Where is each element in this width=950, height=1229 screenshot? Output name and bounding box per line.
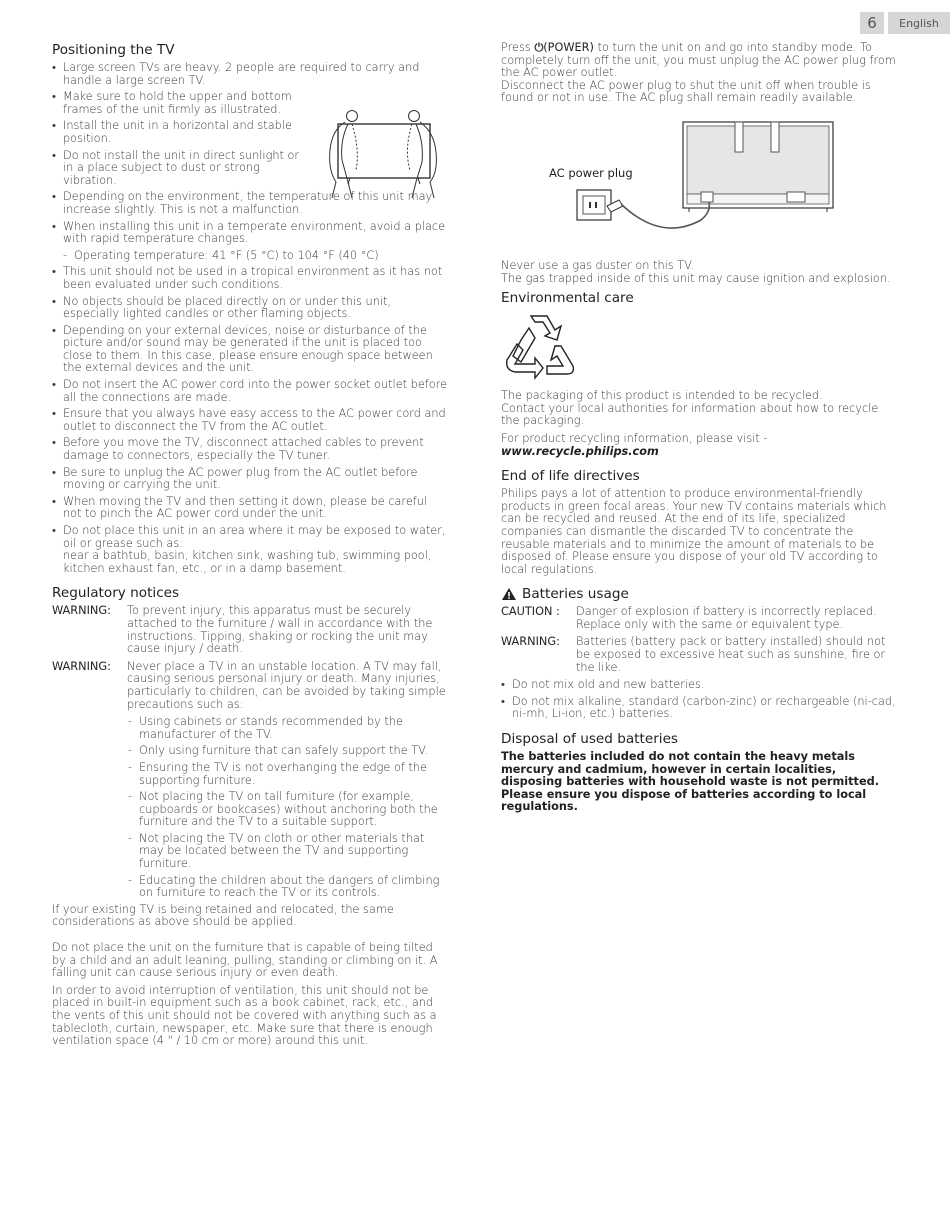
- language-label: English: [888, 12, 950, 34]
- positioning-bullet: • Install the unit in a horizontal and stable position.: [52, 120, 311, 145]
- positioning-bullet: • Before you move the TV, disconnect attached cables to prevent damage to connectors, especially the TV tuner.: [52, 437, 448, 462]
- batteries-title: Batteries usage: [522, 586, 629, 603]
- operating-temperature: - Operating temperature: 41 °F (5 °C) to 104 °F (40 °C): [52, 250, 448, 263]
- disposal-text: The batteries included do not contain the heavy metals mercury and cadmium, however in certain localities, disposing batteries with household waste is not permitted. Please ensure you dispose of batteries according to local regulations.: [501, 750, 879, 814]
- battery-warning-label: WARNING:: [501, 635, 560, 649]
- disposal-title: Disposal of used batteries: [501, 731, 679, 748]
- recycle-icon: [501, 310, 581, 384]
- end-of-life-title: End of life directives: [501, 468, 640, 485]
- ac-power-plug-label: AC power plug: [549, 165, 633, 180]
- right-column: [501, 42, 899, 819]
- battery-bullet: • Do not mix old and new batteries.: [501, 679, 899, 692]
- positioning-bullet: • Do not install the unit in direct sunlight or in a place subject to dust or strong vibration.: [52, 150, 311, 188]
- precaution-item: - Only using furniture that can safely support the TV.: [52, 745, 448, 758]
- precaution-item: - Not placing the TV on cloth or other materials that may be located between the TV and supporting furniture.: [52, 833, 448, 871]
- positioning-bullet: • Do not insert the AC power cord into the power socket outlet before all the connections are made.: [52, 379, 448, 404]
- batteries-title-row: [501, 586, 899, 602]
- two-people-carrying-tv-illustration: [312, 110, 452, 202]
- precaution-item: - Not placing the TV on tall furniture (for example, cupboards or bookcases) without anchoring both the furniture and the TV to a suitable support.: [52, 791, 448, 829]
- precaution-item: - Using cabinets or stands recommended by the manufacturer of the TV.: [52, 716, 448, 741]
- end-of-life-text: Philips pays a lot of attention to produce environmental-friendly products in green focal areas. Your new TV contains materials which can be recycled and reused. At the end of its life, specialized companies can dismantle the discarded TV to concentrate the reusable materials and to minimize the amount of materials to be disposed of. Please ensure you dispose of your old TV according to local regulations.: [501, 487, 887, 576]
- caution-row: [501, 606, 899, 631]
- page-tab: [860, 12, 950, 34]
- positioning-bullet: • Depending on your external devices, noise or disturbance of the picture and/or sound may be generated if the unit is placed too close to them. In this case, please ensure enough space between the external devices and the unit.: [52, 325, 448, 375]
- warning-row: [52, 661, 448, 711]
- disconnect-note: Disconnect the AC power plug to shut the unit off when trouble is found or not in use. The AC plug shall remain readily available.: [501, 78, 871, 105]
- recycle-text-2: Contact your local authorities for information about how to recycle the packaging.: [501, 401, 879, 428]
- power-label: (POWER): [543, 41, 594, 54]
- gas-warning-1: Never use a gas duster on this TV.: [501, 258, 695, 272]
- caution-text: Danger of explosion if battery is incorrectly replaced. Replace only with the same or equivalent type.: [576, 605, 877, 631]
- positioning-block: [52, 62, 448, 575]
- positioning-bullet: • Large screen TVs are heavy. 2 people are required to carry and handle a large screen TV.: [52, 62, 448, 87]
- battery-bullet: • Do not mix alkaline, standard (carbon-zinc) or rechargeable (ni-cad, ni-mh, Li-ion, etc.) batteries.: [501, 696, 899, 721]
- warning-label: WARNING:: [52, 659, 111, 673]
- precaution-item: - Educating the children about the dangers of climbing on furniture to reach the TV or its controls.: [52, 875, 448, 900]
- environment-title: Environmental care: [501, 290, 634, 307]
- gas-warning-2: The gas trapped inside of this unit may cause ignition and explosion.: [501, 271, 891, 285]
- precaution-item: - Ensuring the TV is not overhanging the edge of the supporting furniture.: [52, 762, 448, 787]
- water-examples: near a bathtub, basin, kitchen sink, washing tub, swimming pool, kitchen exhaust fan, etc., or in a damp basement.: [63, 549, 432, 575]
- battery-warning-text: Batteries (battery pack or battery installed) should not be exposed to excessive heat such as sunshine, fire or the like.: [576, 635, 886, 674]
- recycle-text-3: For product recycling information, please visit -: [501, 431, 768, 445]
- page-number: 6: [860, 12, 884, 34]
- warning-row: [52, 605, 448, 655]
- warning-text: Never place a TV in an unstable location. A TV may fall, causing serious personal injury or death. Many injuries, particularly to children, can be avoided by taking simple precautions such as:: [127, 659, 446, 711]
- positioning-bullet: • No objects should be placed directly on or under this unit, especially lighted candles or other flaming objects.: [52, 296, 448, 321]
- left-column: [52, 42, 448, 1053]
- ventilation-note: In order to avoid interruption of ventilation, this unit should not be placed in built-in equipment such as a book cabinet, rack, etc., and the vents of this unit should not be covered with anything such as a tablecloth, curtain, newspaper, etc. Make sure that there is enough ventilation space (4 " / 10 cm or more) around this unit.: [52, 983, 437, 1048]
- caution-label: CAUTION :: [501, 605, 560, 619]
- warning-label: WARNING:: [52, 604, 111, 618]
- battery-warning-row: [501, 636, 899, 674]
- positioning-bullet: • Depending on the environment, the temperature of this unit may increase slightly. This is not a malfunction.: [52, 191, 448, 216]
- power-instructions: [501, 42, 899, 80]
- positioning-bullet: • Ensure that you always have easy access to the AC power cord and outlet to disconnect the TV from the AC outlet.: [52, 408, 448, 433]
- positioning-bullet: • This unit should not be used in a tropical environment as it has not been evaluated under such conditions.: [52, 266, 448, 291]
- positioning-title: Positioning the TV: [52, 42, 175, 58]
- warning-text: To prevent injury, this apparatus must be securely attached to the furniture / wall in accordance with the instructions. Tipping, shaking or rocking the unit may cause injury / death.: [127, 604, 433, 656]
- press-text: Press: [501, 41, 531, 54]
- positioning-bullet: • Be sure to unplug the AC power plug from the AC outlet before moving or carrying the unit.: [52, 467, 448, 492]
- positioning-bullet: • When moving the TV and then setting it down, please be careful not to pinch the AC power cord under the unit.: [52, 496, 448, 521]
- ac-plug-illustration: [501, 110, 899, 260]
- recycle-link[interactable]: www.recycle.philips.com: [501, 444, 659, 458]
- recycle-url[interactable]: [501, 446, 899, 459]
- recycle-text-1: The packaging of this product is intended to be recycled.: [501, 389, 823, 403]
- positioning-bullet: • When installing this unit in a temperate environment, avoid a place with rapid temperature changes.: [52, 221, 448, 246]
- regulatory-title: Regulatory notices: [52, 585, 180, 602]
- water-bullet-text: • Do not place this unit in an area where it may be exposed to water, oil or grease such as:: [63, 524, 446, 550]
- relocated-note: If your existing TV is being retained and relocated, the same considerations as above should be applied.: [52, 902, 394, 929]
- power-text: to turn the unit on and go into standby mode. To completely turn off the unit, you must unplug the AC power plug from the AC power outlet.: [501, 41, 896, 80]
- tilt-warning: Do not place the unit on the furniture that is capable of being tilted by a child and an adult leaning, pulling, standing or climbing on it. A falling unit can cause serious injury or even death.: [52, 941, 438, 980]
- power-icon: ⏻: [534, 41, 544, 54]
- water-bullet: [52, 525, 448, 575]
- positioning-bullet: • Make sure to hold the upper and bottom frames of the unit firmly as illustrated.: [52, 91, 311, 116]
- warning-triangle-icon: [501, 587, 517, 601]
